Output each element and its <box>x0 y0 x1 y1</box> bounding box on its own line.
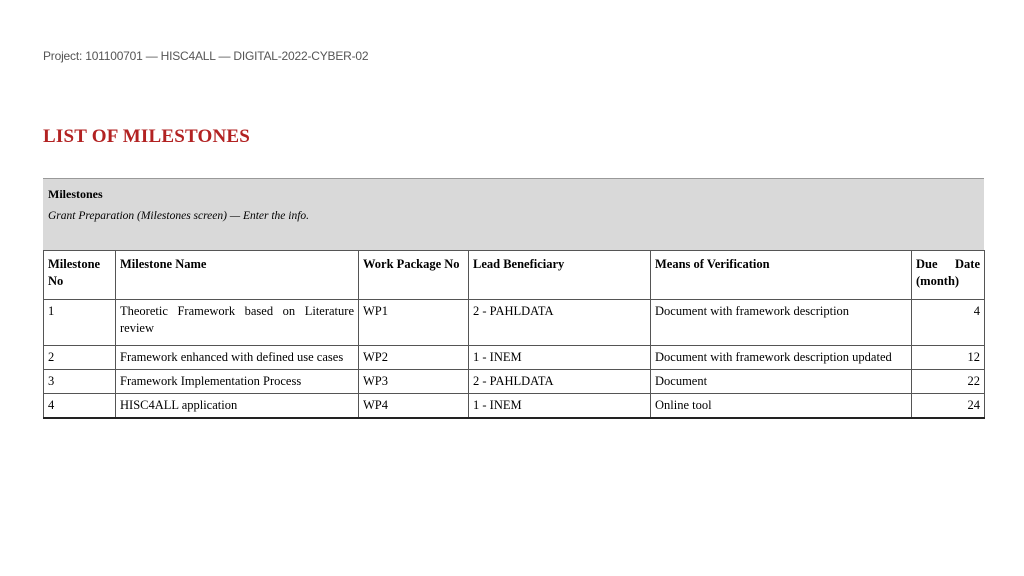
header-means-of-verification: Means of Verification <box>651 251 912 300</box>
cell-milestone-no: 4 <box>44 394 116 419</box>
cell-due-date: 24 <box>912 394 985 419</box>
cell-milestone-name: Framework enhanced with defined use cases <box>116 346 359 370</box>
cell-verification: Online tool <box>651 394 912 419</box>
cell-work-package: WP3 <box>359 370 469 394</box>
cell-milestone-no: 1 <box>44 300 116 346</box>
cell-lead-beneficiary: 1 - INEM <box>469 346 651 370</box>
cell-verification: Document with framework description <box>651 300 912 346</box>
milestones-table <box>43 250 985 419</box>
table-row <box>44 370 985 394</box>
header-milestone-no: Milestone No <box>44 251 116 300</box>
header-milestone-name: Milestone Name <box>116 251 359 300</box>
cell-milestone-name: HISC4ALL application <box>116 394 359 419</box>
header-lead-beneficiary: Lead Beneficiary <box>469 251 651 300</box>
cell-verification: Document with framework description updated <box>651 346 912 370</box>
project-line: Project: 101100701 — HISC4ALL — DIGITAL-2022-CYBER-02 <box>43 49 369 63</box>
table-row <box>44 300 985 346</box>
cell-milestone-name: Framework Implementation Process <box>116 370 359 394</box>
header-due-date: Due Date (month) <box>912 251 985 300</box>
table-header-row <box>44 251 985 300</box>
page-title: LIST OF MILESTONES <box>43 126 251 147</box>
table-row <box>44 394 985 419</box>
panel-title: Milestones <box>48 187 103 201</box>
table-row <box>44 346 985 370</box>
cell-lead-beneficiary: 2 - PAHLDATA <box>469 370 651 394</box>
cell-work-package: WP4 <box>359 394 469 419</box>
milestones-panel <box>43 178 984 419</box>
cell-lead-beneficiary: 2 - PAHLDATA <box>469 300 651 346</box>
panel-header <box>43 178 984 250</box>
cell-milestone-no: 2 <box>44 346 116 370</box>
cell-due-date: 12 <box>912 346 985 370</box>
cell-verification: Document <box>651 370 912 394</box>
panel-subtitle: Grant Preparation (Milestones screen) — Enter the info. <box>48 210 310 222</box>
cell-due-date: 22 <box>912 370 985 394</box>
cell-milestone-name: Theoretic Framework based on Literature review <box>116 300 359 346</box>
cell-work-package: WP1 <box>359 300 469 346</box>
cell-due-date: 4 <box>912 300 985 346</box>
cell-lead-beneficiary: 1 - INEM <box>469 394 651 419</box>
cell-milestone-no: 3 <box>44 370 116 394</box>
cell-work-package: WP2 <box>359 346 469 370</box>
header-work-package-no: Work Package No <box>359 251 469 300</box>
